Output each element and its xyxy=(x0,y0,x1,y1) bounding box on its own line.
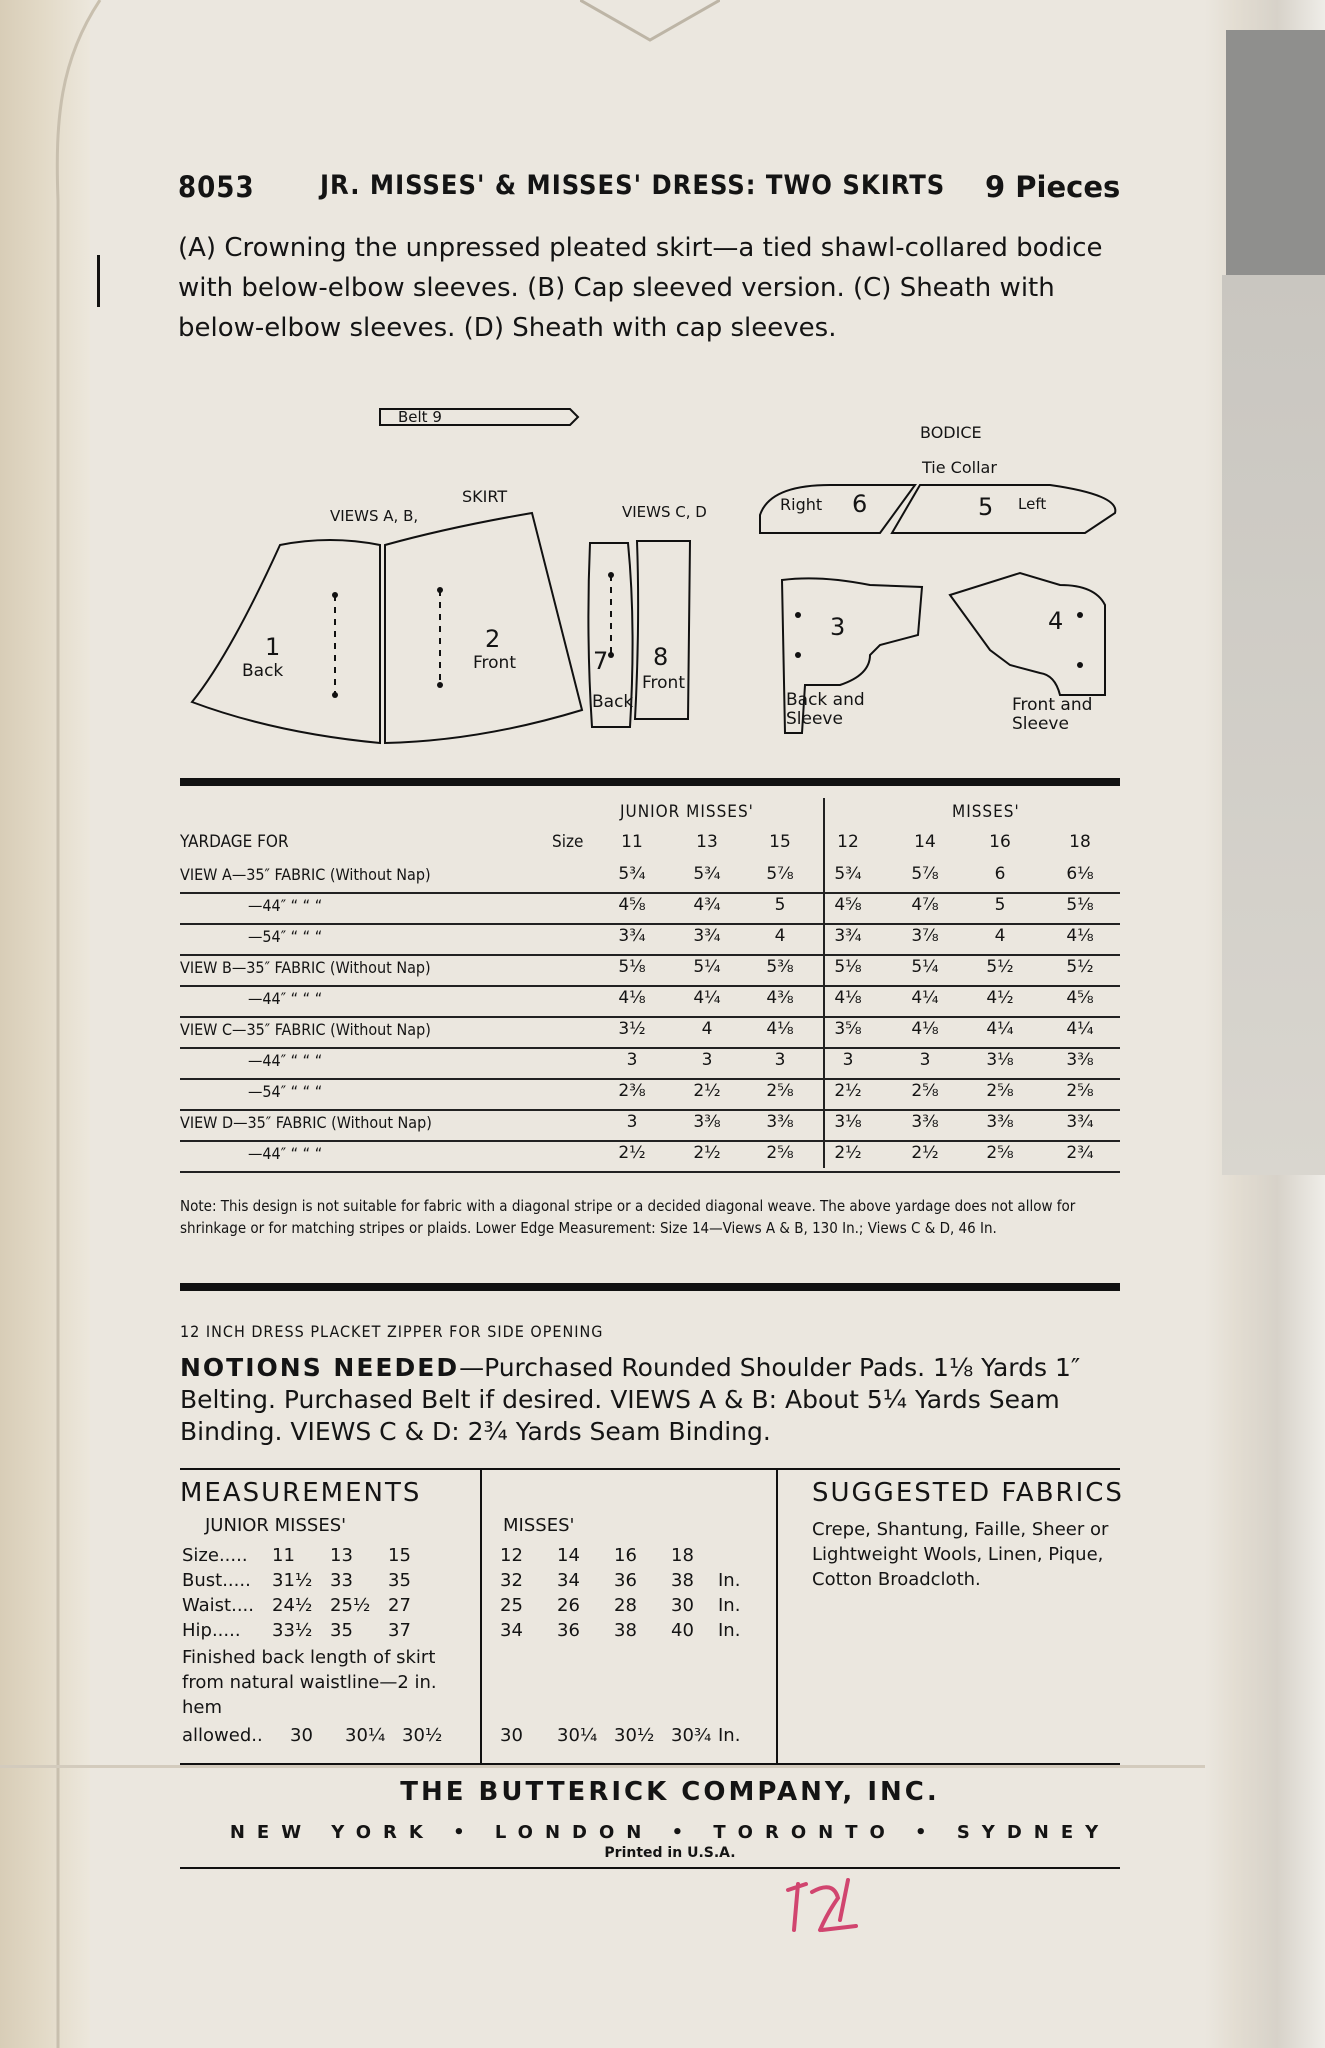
yardage-row-line xyxy=(180,985,1120,987)
yardage-cell: 4⅜ xyxy=(766,988,794,1008)
yardage-cell: 5⅛ xyxy=(618,957,646,977)
yardage-row-label: —44″ “ “ “ xyxy=(248,989,323,1008)
zipper-requirement: 12 INCH DRESS PLACKET ZIPPER FOR SIDE OPENING xyxy=(180,1322,604,1341)
measurements-junior-header: JUNIOR MISSES' xyxy=(205,1515,347,1536)
measurement-misses-cell: 40 xyxy=(671,1620,694,1641)
yardage-cell: 3 xyxy=(626,1112,638,1132)
yardage-cell: 5 xyxy=(774,895,786,915)
measurement-misses-cell: 36 xyxy=(557,1620,580,1641)
yardage-note: Note: This design is not suitable for fabric with a diagonal stripe or a decided diagonal weave. The above yardage does not allow for shrinkage or for matching stripes or plaids. Lower Edge Measurement: Size 14—Views A & B, 130 In.; Views C & D, 46 In. xyxy=(180,1197,1076,1237)
yardage-cell: 4⅛ xyxy=(834,988,862,1008)
yardage-row-label: —54″ “ “ “ xyxy=(248,1082,323,1101)
allowed-junior-cell: 30¼ xyxy=(345,1725,386,1746)
yardage-cell: 5½ xyxy=(986,957,1014,977)
piece-two-label: 2 xyxy=(485,625,501,653)
yardage-cell: 3½ xyxy=(618,1019,646,1039)
yardage-cell: 4¼ xyxy=(911,988,939,1008)
measurement-label: Hip..... xyxy=(182,1620,241,1641)
yardage-cell: 5⅜ xyxy=(766,957,794,977)
yardage-cell: 3 xyxy=(626,1050,638,1070)
yardage-row-label: VIEW D—35″ FABRIC (Without Nap) xyxy=(180,1113,432,1132)
grey-tab xyxy=(1226,30,1325,275)
envelope-flap-curve xyxy=(40,0,110,2048)
junior-misses-header: JUNIOR MISSES' xyxy=(620,802,754,822)
measurement-misses-cell: 12 xyxy=(500,1545,523,1566)
finished-length-line-1: Finished back length of skirt xyxy=(182,1647,436,1668)
tie-collar-label: Tie Collar xyxy=(922,458,997,477)
grey-tab-shadow xyxy=(1222,275,1325,1175)
yardage-row-line xyxy=(180,1109,1120,1111)
allowed-label: allowed.. xyxy=(182,1725,263,1746)
measurement-misses-cell: 25 xyxy=(500,1595,523,1616)
measurements-divider-left xyxy=(480,1468,482,1765)
pattern-notch-dots xyxy=(332,572,1083,698)
yardage-cell: 2½ xyxy=(618,1143,646,1163)
measurement-junior-cell: 27 xyxy=(388,1595,411,1616)
measurements-divider-right xyxy=(776,1468,778,1765)
notions-top-rule xyxy=(180,1283,1120,1291)
yardage-cell: 4 xyxy=(701,1019,713,1039)
size-header-cell: 16 xyxy=(989,832,1011,852)
measurement-junior-cell: 33 xyxy=(330,1570,353,1591)
yardage-cell: 4¼ xyxy=(986,1019,1014,1039)
pattern-title: JR. MISSES' & MISSES' DRESS: TWO SKIRTS xyxy=(320,170,946,201)
yardage-cell: 2⅝ xyxy=(986,1081,1014,1101)
sheath-back-label: Back xyxy=(592,692,634,712)
yardage-cell: 2¾ xyxy=(1066,1143,1094,1163)
yardage-row-label: —44″ “ “ “ xyxy=(248,1144,323,1163)
size-header-cell: 12 xyxy=(837,832,859,852)
bodice-front-sleeve-piece xyxy=(950,573,1105,695)
measurement-junior-cell: 33½ xyxy=(272,1620,313,1641)
yardage-cell: 4⅝ xyxy=(618,895,646,915)
yardage-cell: 4⅛ xyxy=(618,988,646,1008)
size-header-cell: 14 xyxy=(914,832,936,852)
yardage-cell: 3 xyxy=(701,1050,713,1070)
size-header-cell: 11 xyxy=(621,832,643,852)
yardage-cell: 4⅝ xyxy=(1066,988,1094,1008)
piece-six-label: 6 xyxy=(852,490,868,518)
yardage-cell: 5¾ xyxy=(618,864,646,884)
suggested-fabrics-title: SUGGESTED FABRICS xyxy=(812,1478,1124,1508)
measurement-misses-cell: 32 xyxy=(500,1570,523,1591)
measurement-misses-cell: 14 xyxy=(557,1545,580,1566)
yardage-cell: 3⅛ xyxy=(834,1112,862,1132)
measurement-misses-cell: 16 xyxy=(614,1545,637,1566)
front-sleeve-label-2: Sleeve xyxy=(1012,714,1069,734)
pattern-pieces-diagram xyxy=(180,395,1120,745)
measurement-junior-cell: 25½ xyxy=(330,1595,371,1616)
belt-label: Belt 9 xyxy=(398,408,442,426)
yardage-cell: 3⅜ xyxy=(986,1112,1014,1132)
yardage-cell: 3¾ xyxy=(618,926,646,946)
yardage-cell: 2½ xyxy=(693,1081,721,1101)
back-sleeve-label-2: Sleeve xyxy=(786,709,843,729)
measurement-misses-cell: 18 xyxy=(671,1545,694,1566)
measurement-junior-cell: 15 xyxy=(388,1545,411,1566)
printed-in-usa: Printed in U.S.A. xyxy=(604,1845,736,1861)
yardage-cell: 4⅞ xyxy=(911,895,939,915)
allowed-junior-cell: 30½ xyxy=(402,1725,443,1746)
yardage-row-line xyxy=(180,1140,1120,1142)
yardage-top-rule xyxy=(180,778,1120,786)
yardage-cell: 3⅞ xyxy=(911,926,939,946)
company-cities: NEW YORK • LONDON • TORONTO • SYDNEY xyxy=(229,1822,1111,1843)
back-sleeve-label-1: Back and xyxy=(786,690,865,710)
yardage-cell: 5¼ xyxy=(911,957,939,977)
measurement-unit: In. xyxy=(718,1595,741,1616)
measurement-unit: In. xyxy=(718,1620,741,1641)
measurement-misses-cell: 26 xyxy=(557,1595,580,1616)
measurement-unit: In. xyxy=(718,1570,741,1591)
suggested-fabrics-text: Crepe, Shantung, Faille, Sheer or Lightweight Wools, Linen, Pique, Cotton Broadcloth. xyxy=(812,1519,1109,1590)
size-header-cell: 13 xyxy=(696,832,718,852)
yardage-cell: 2½ xyxy=(911,1143,939,1163)
yardage-row-line xyxy=(180,892,1120,894)
yardage-row-line xyxy=(180,1016,1120,1018)
yardage-cell: 5⅛ xyxy=(834,957,862,977)
views-cd-label: VIEWS C, D xyxy=(622,503,707,521)
handwritten-price-mark xyxy=(778,1870,888,1940)
yardage-cell: 6 xyxy=(994,864,1006,884)
measurements-title: MEASUREMENTS xyxy=(180,1478,422,1508)
sheath-front-label: Front xyxy=(642,673,685,693)
allowed-unit: In. xyxy=(718,1725,741,1746)
yardage-cell: 3¾ xyxy=(693,926,721,946)
yardage-cell: 4⅛ xyxy=(766,1019,794,1039)
piece-count: 9 Pieces xyxy=(985,170,1121,204)
yardage-cell: 4¾ xyxy=(693,895,721,915)
yardage-cell: 3 xyxy=(919,1050,931,1070)
tie-collar-left-piece xyxy=(892,485,1115,533)
front-sleeve-label-1: Front and xyxy=(1012,695,1093,715)
yardage-cell: 2⅝ xyxy=(766,1143,794,1163)
yardage-cell: 3¾ xyxy=(834,926,862,946)
yardage-row-line xyxy=(180,923,1120,925)
misses-header: MISSES' xyxy=(952,802,1020,822)
envelope-top-notch xyxy=(580,0,720,48)
yardage-cell: 4⅛ xyxy=(1066,926,1094,946)
measurement-junior-cell: 31½ xyxy=(272,1570,313,1591)
size-label: Size xyxy=(552,832,584,852)
yardage-cell: 5¾ xyxy=(834,864,862,884)
allowed-misses-cell: 30½ xyxy=(614,1725,655,1746)
measurements-top-rule xyxy=(180,1468,1120,1470)
piece-three-label: 3 xyxy=(830,613,846,641)
yardage-cell: 3⅝ xyxy=(834,1019,862,1039)
piece-seven-label: 7 xyxy=(593,647,609,675)
yardage-cell: 3⅜ xyxy=(766,1112,794,1132)
allowed-misses-cell: 30¼ xyxy=(557,1725,598,1746)
yardage-cell: 2⅝ xyxy=(986,1143,1014,1163)
piece-one-label: 1 xyxy=(265,633,281,661)
yardage-cell: 2½ xyxy=(834,1143,862,1163)
yardage-cell: 3⅜ xyxy=(1066,1050,1094,1070)
yardage-cell: 5½ xyxy=(1066,957,1094,977)
margin-mark xyxy=(97,255,100,307)
yardage-cell: 3⅜ xyxy=(911,1112,939,1132)
yardage-row-line xyxy=(180,1171,1120,1173)
piece-four-label: 4 xyxy=(1048,607,1064,635)
yardage-cell: 2⅝ xyxy=(1066,1081,1094,1101)
finished-length-line-3: hem xyxy=(182,1697,223,1718)
yardage-cell: 3⅜ xyxy=(693,1112,721,1132)
piece-five-label: 5 xyxy=(978,493,994,521)
company-rule xyxy=(180,1867,1120,1869)
measurement-label: Waist.... xyxy=(182,1595,254,1616)
allowed-misses-cell: 30¾ xyxy=(671,1725,712,1746)
allowed-junior-cell: 30 xyxy=(290,1725,313,1746)
skirt-front-label: Front xyxy=(473,653,516,673)
bodice-label: BODICE xyxy=(920,423,982,442)
views-ab-label: VIEWS A, B, xyxy=(330,507,419,525)
yardage-cell: 2½ xyxy=(693,1143,721,1163)
yardage-cell: 3¾ xyxy=(1066,1112,1094,1132)
skirt-back-label: Back xyxy=(242,661,284,681)
size-header-cell: 18 xyxy=(1069,832,1091,852)
yardage-cell: 2⅝ xyxy=(766,1081,794,1101)
yardage-cell: 2⅜ xyxy=(618,1081,646,1101)
measurement-junior-cell: 35 xyxy=(330,1620,353,1641)
piece-eight-label: 8 xyxy=(653,643,669,671)
yardage-cell: 5⅞ xyxy=(766,864,794,884)
yardage-table xyxy=(180,790,1120,1225)
measurement-misses-cell: 38 xyxy=(671,1570,694,1591)
measurement-junior-cell: 37 xyxy=(388,1620,411,1641)
yardage-row-label: VIEW C—35″ FABRIC (Without Nap) xyxy=(180,1020,431,1039)
fold-line xyxy=(0,1765,1205,1768)
notions-needed xyxy=(180,1352,1130,1448)
yardage-cell: 5⅞ xyxy=(911,864,939,884)
company-name: THE BUTTERICK COMPANY, INC. xyxy=(400,1777,940,1807)
measurement-label: Size..... xyxy=(182,1545,248,1566)
yardage-cell: 5¾ xyxy=(693,864,721,884)
measurement-misses-cell: 28 xyxy=(614,1595,637,1616)
yardage-row-line xyxy=(180,1078,1120,1080)
yardage-cell: 6⅛ xyxy=(1066,864,1094,884)
pattern-number: 8053 xyxy=(178,170,255,204)
yardage-row-label: —44″ “ “ “ xyxy=(248,1051,323,1070)
yardage-row-label: —54″ “ “ “ xyxy=(248,927,323,946)
finished-length-line-2: from natural waistline—2 in. xyxy=(182,1672,437,1693)
measurements-bottom-rule xyxy=(180,1763,1120,1765)
measurements-misses-header: MISSES' xyxy=(503,1515,575,1536)
yardage-cell: 4 xyxy=(994,926,1006,946)
skirt-back-piece xyxy=(192,540,380,743)
measurement-junior-cell: 24½ xyxy=(272,1595,313,1616)
measurement-misses-cell: 34 xyxy=(500,1620,523,1641)
yardage-row-label: —44″ “ “ “ xyxy=(248,896,323,915)
measurement-misses-cell: 36 xyxy=(614,1570,637,1591)
allowed-misses-cell: 30 xyxy=(500,1725,523,1746)
yardage-cell: 3⅛ xyxy=(986,1050,1014,1070)
yardage-cell: 2⅝ xyxy=(911,1081,939,1101)
skirt-label: SKIRT xyxy=(462,487,508,506)
measurement-misses-cell: 30 xyxy=(671,1595,694,1616)
skirt-front-piece xyxy=(385,513,582,743)
yardage-cell: 4⅝ xyxy=(834,895,862,915)
yardage-cell: 4 xyxy=(774,926,786,946)
yardage-row-label: VIEW B—35″ FABRIC (Without Nap) xyxy=(180,958,431,977)
size-header-cell: 15 xyxy=(769,832,791,852)
measurement-misses-cell: 38 xyxy=(614,1620,637,1641)
yardage-cell: 5 xyxy=(994,895,1006,915)
left-label: Left xyxy=(1018,495,1047,513)
yardage-cell: 5⅛ xyxy=(1066,895,1094,915)
measurement-junior-cell: 13 xyxy=(330,1545,353,1566)
measurement-label: Bust..... xyxy=(182,1570,251,1591)
right-label: Right xyxy=(780,495,823,514)
yardage-cell: 2½ xyxy=(834,1081,862,1101)
yardage-cell: 4¼ xyxy=(693,988,721,1008)
yardage-cell: 4½ xyxy=(986,988,1014,1008)
yardage-cell: 3 xyxy=(774,1050,786,1070)
yardage-cell: 5¼ xyxy=(693,957,721,977)
yardage-row-line xyxy=(180,1047,1120,1049)
yardage-row-label: VIEW A—35″ FABRIC (Without Nap) xyxy=(180,865,431,884)
yardage-row-line xyxy=(180,954,1120,956)
measurement-misses-cell: 34 xyxy=(557,1570,580,1591)
yardage-cell: 4⅛ xyxy=(911,1019,939,1039)
measurement-junior-cell: 35 xyxy=(388,1570,411,1591)
measurement-junior-cell: 11 xyxy=(272,1545,295,1566)
yardage-cell: 3 xyxy=(842,1050,854,1070)
notions-heading: NOTIONS NEEDED xyxy=(180,1353,460,1382)
yardage-cell: 4¼ xyxy=(1066,1019,1094,1039)
pattern-description: (A) Crowning the unpressed pleated skirt—a tied shawl-collared bodice with below-elbow sleeves. (B) Cap sleeved version. (C) Sheath with below-elbow sleeves. (D) Sheath with cap sleeves. xyxy=(178,233,1103,343)
notions-text: —Purchased Rounded Shoulder Pads. 1⅛ Yards 1″ Belting. Purchased Belt if desired. VIEWS A & B: About 5¼ Yards Seam Binding. VIEWS C & D: 2¾ Yards Seam Binding. xyxy=(180,1353,1081,1446)
yardage-for-label: YARDAGE FOR xyxy=(180,832,289,852)
